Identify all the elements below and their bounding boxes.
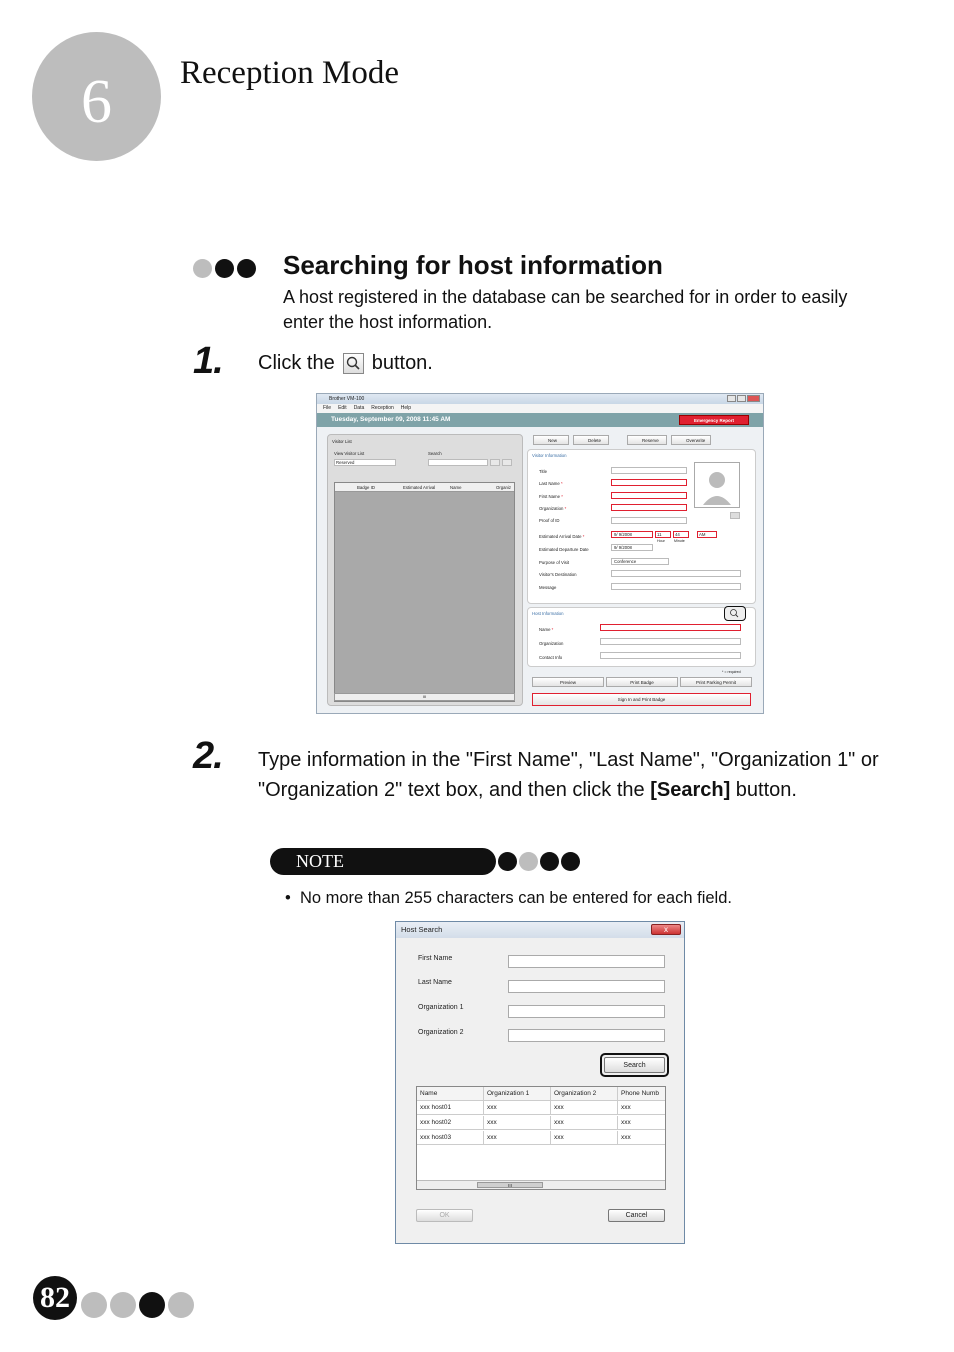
cell: xxx (551, 1116, 618, 1130)
visitor-information-box (527, 449, 756, 604)
col-name[interactable]: Name (450, 485, 462, 490)
visitor-list-panel (327, 434, 523, 706)
chapter-title: Reception Mode (180, 55, 400, 91)
sign-in-and-print-badge-button[interactable]: Sign In and Print Badge (532, 693, 751, 706)
label-visitors-destination: Visitor's Destination (539, 572, 577, 577)
organization-1-input[interactable] (508, 1005, 665, 1018)
visitor-list-title: Visitor List (332, 439, 352, 444)
visitor-photo[interactable] (694, 462, 740, 508)
view-visitor-list-label: View Visitor List (334, 451, 365, 456)
table-header (417, 1087, 666, 1101)
proof-of-id-input[interactable] (611, 517, 687, 524)
host-contact-info-input[interactable] (600, 652, 741, 659)
table-row[interactable] (417, 1131, 666, 1145)
arrival-ampm-select[interactable]: AM (697, 531, 717, 538)
host-search-title: Host Search (401, 925, 443, 934)
step-2-text (258, 745, 898, 805)
organization-input[interactable] (611, 504, 687, 511)
col-name[interactable]: Name (417, 1087, 484, 1101)
visitors-destination-input[interactable] (611, 570, 741, 577)
label-organization-2: Organization 2 (418, 1029, 464, 1036)
label-title: Title (539, 469, 547, 474)
view-visitor-list-select[interactable]: Reserved (334, 459, 396, 466)
step-2-search-bold: [Search] (650, 779, 731, 801)
download-icon[interactable] (502, 459, 512, 466)
page-number: 82 (33, 1276, 77, 1320)
menu-edit[interactable]: Edit (338, 405, 347, 411)
required-note: * = required (722, 670, 741, 674)
table-row[interactable] (417, 1101, 666, 1115)
label-host-organization: Organization (539, 641, 564, 646)
col-organization-1[interactable]: Organization 1 (484, 1087, 551, 1101)
overwrite-button[interactable]: Overwrite (671, 435, 711, 445)
label-first-name: First Name (418, 955, 453, 962)
visitor-list-scrollbar[interactable]: III (334, 693, 515, 701)
col-badge-id[interactable]: Badge ID (357, 485, 375, 490)
label-estimated-departure-date: Estimated Departure Date (539, 547, 589, 552)
menu-data[interactable]: Data (353, 405, 365, 411)
organization-2-input[interactable] (508, 1029, 665, 1042)
purpose-of-visit-select[interactable]: Conference (611, 558, 669, 565)
maximize-icon[interactable] (737, 395, 746, 402)
visitor-search-label: Search (428, 451, 442, 456)
page-dots-decoration (81, 1292, 194, 1318)
label-last-name: Last Name * (539, 481, 563, 486)
cell: xxx host01 (417, 1101, 484, 1115)
label-organization-1: Organization 1 (418, 1004, 464, 1011)
note-dots-decoration (498, 852, 580, 871)
cell: xxx (618, 1131, 666, 1145)
cancel-button[interactable]: Cancel (608, 1209, 665, 1222)
step-2-number: 2. (193, 735, 223, 777)
current-date: Tuesday, September 09, 2008 11:45 AM (331, 416, 451, 423)
host-search-dialog (395, 921, 685, 1244)
delete-button[interactable]: Delete (573, 435, 609, 445)
label-organization: Organization * (539, 506, 567, 511)
host-information-title: Host Information (532, 611, 564, 616)
search-icon (343, 353, 364, 374)
message-input[interactable] (611, 583, 741, 590)
table-scrollbar[interactable] (417, 1180, 665, 1189)
reserve-button[interactable]: Reserve (627, 435, 667, 445)
col-organization-2[interactable]: Organization 2 (551, 1087, 618, 1101)
date-banner (317, 413, 763, 427)
cell: xxx (484, 1101, 551, 1115)
col-phone-number[interactable]: Phone Numb (618, 1087, 666, 1101)
minute-label: Minute (674, 539, 685, 543)
print-badge-button[interactable]: Print Badge (606, 677, 678, 687)
cell: xxx (551, 1101, 618, 1115)
step-2-text-main: Type information in the "First Name", "Last Name", "Organization 1" or "Organization 2" text box, and then click the (258, 749, 879, 801)
scrollbar-thumb[interactable]: III (477, 1182, 543, 1188)
menu-help[interactable]: Help (400, 405, 412, 411)
host-results-table[interactable] (416, 1086, 666, 1190)
first-name-input[interactable] (508, 955, 665, 968)
label-host-name: Name * (539, 627, 554, 632)
label-host-contact-info: Contact Info (539, 655, 563, 660)
col-estimated-arrival[interactable]: Estimated Arrival (403, 485, 436, 490)
step-1-text (258, 352, 433, 375)
arrival-date-picker[interactable]: 9/ 9/2008 (611, 531, 653, 538)
last-name-input[interactable] (611, 479, 687, 486)
emergency-report-button[interactable]: Emergency Report (679, 415, 749, 425)
cell: xxx (484, 1131, 551, 1145)
host-name-input[interactable] (600, 624, 741, 631)
close-icon[interactable] (747, 395, 760, 402)
app-titlebar (317, 394, 763, 404)
search-button[interactable]: Search (604, 1057, 665, 1073)
label-message: Message (539, 585, 557, 590)
cell: xxx (618, 1116, 666, 1130)
visitor-detail-panel (527, 434, 757, 710)
step-1-text-before: Click the (258, 352, 335, 374)
chapter-number-badge: 6 (32, 32, 161, 161)
app-menubar (317, 404, 763, 413)
arrival-minute-select[interactable]: 44 (673, 531, 689, 538)
note-label: NOTE (270, 848, 496, 875)
section-title: Searching for host information (283, 250, 663, 280)
close-icon[interactable]: x (651, 924, 681, 935)
step-1-number: 1. (193, 340, 223, 382)
note-bullet: • (285, 889, 291, 907)
label-last-name: Last Name (418, 979, 452, 986)
label-proof-of-id: Proof of ID (539, 518, 560, 523)
visitor-list-table[interactable] (334, 482, 515, 702)
section-dots-decoration (193, 259, 256, 278)
host-search-button[interactable] (724, 606, 746, 621)
note-text (285, 889, 732, 908)
host-organization-input[interactable] (600, 638, 741, 645)
last-name-input[interactable] (508, 980, 665, 993)
app-screenshot (316, 393, 764, 714)
visitor-search-input[interactable] (428, 459, 488, 466)
cell: xxx host03 (417, 1131, 484, 1145)
host-information-box (527, 607, 756, 667)
preview-button[interactable]: Preview (532, 677, 604, 687)
cell: xxx host02 (417, 1116, 484, 1130)
table-row[interactable] (417, 1116, 666, 1130)
step-2-text-end: button. (735, 779, 797, 801)
new-button[interactable]: New (533, 435, 569, 445)
print-parking-permit-button[interactable]: Print Parking Permit (680, 677, 752, 687)
visitor-information-title: Visitor Information (532, 453, 567, 458)
col-organization[interactable]: Organiz (496, 485, 512, 490)
departure-date-picker[interactable]: 9/ 9/2008 (611, 544, 653, 551)
title-input[interactable] (611, 467, 687, 474)
step-1-text-after: button. (371, 352, 433, 374)
minimize-icon[interactable] (727, 395, 736, 402)
label-first-name: First Name * (539, 494, 563, 499)
app-window-title: Brother VM-100 (329, 396, 365, 402)
cell: xxx (551, 1131, 618, 1145)
hour-label: Hour (657, 539, 665, 543)
cell: xxx (484, 1116, 551, 1130)
upload-icon[interactable] (490, 459, 500, 466)
ok-button[interactable]: OK (416, 1209, 473, 1222)
note-bullet-text: No more than 255 characters can be entered for each field. (299, 889, 732, 907)
label-purpose-of-visit: Purpose of Visit (539, 560, 570, 565)
cell: xxx (618, 1101, 666, 1115)
label-estimated-arrival-date: Estimated Arrival Date * (539, 534, 585, 539)
camera-icon[interactable] (730, 512, 740, 519)
menu-reception[interactable]: Reception (371, 405, 394, 411)
arrival-hour-select[interactable]: 11 (655, 531, 671, 538)
section-description: A host registered in the database can be searched for in order to easily enter the host information. (283, 287, 848, 332)
host-search-titlebar (396, 922, 684, 938)
menu-file[interactable]: File (323, 405, 332, 411)
first-name-input[interactable] (611, 492, 687, 499)
